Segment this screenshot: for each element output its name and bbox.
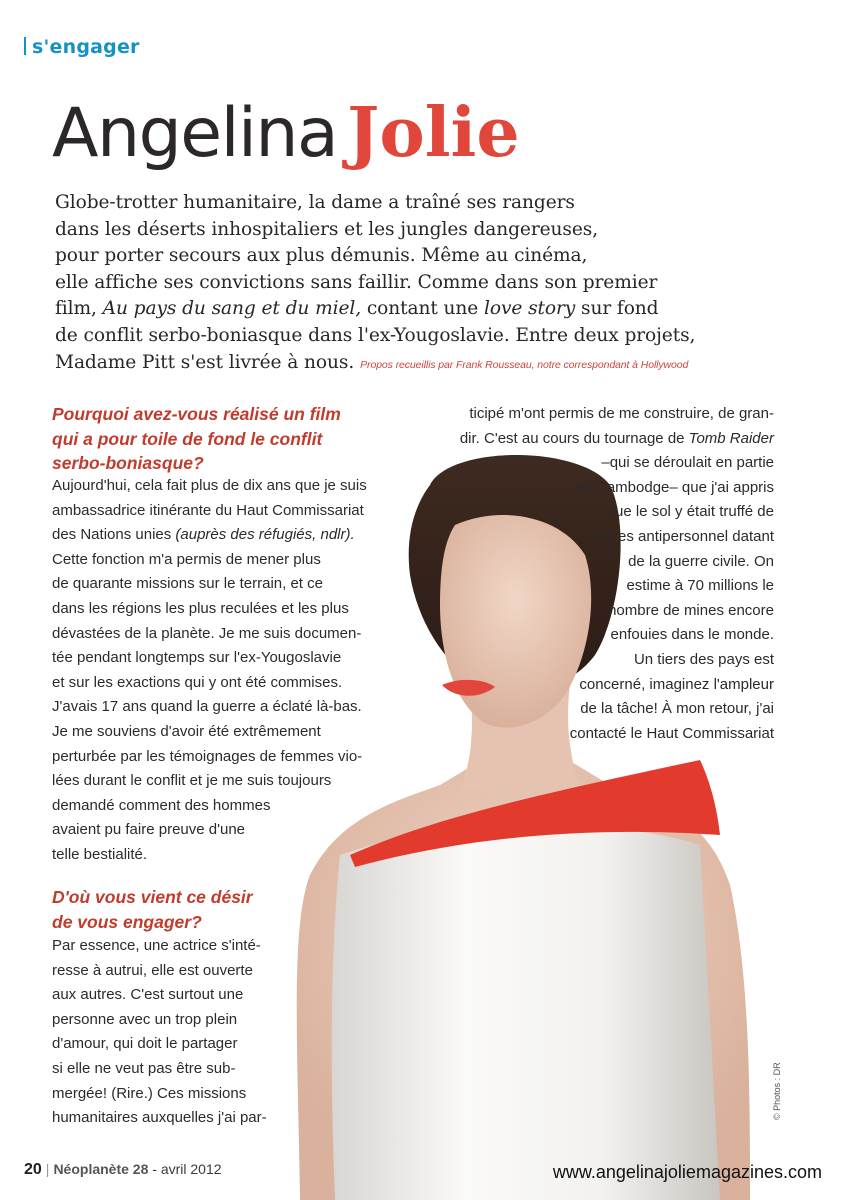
answer-line: estime à 70 millions le — [626, 577, 774, 595]
answer-line: mergée! (Rire.) Ces missions — [52, 1084, 247, 1102]
intro-paragraph — [55, 190, 775, 378]
intro-line: Madame Pitt s'est livrée à nous. Propos recueillis par Frank Rousseau, notre correspondant à Hollywood — [55, 351, 689, 373]
section-bar — [24, 37, 26, 55]
answer-line: et sur les exactions qui y ont été commises. — [52, 673, 343, 691]
photo-credit: © Photos : DR — [772, 1062, 782, 1120]
answer-line: Un tiers des pays est — [633, 650, 774, 668]
intro-line: dans les déserts inhospitaliers et les jungles dangereuses, — [55, 218, 599, 240]
page-title — [52, 88, 520, 179]
answer-line: Par essence, une actrice s'inté- — [52, 937, 261, 954]
answer-line: ticipé m'ont permis de me construire, de gran- — [469, 405, 774, 422]
film-title: Tomb Raider — [688, 429, 774, 447]
intro-line: film, Au pays du sang et du miel, contant une love story sur fond — [55, 298, 659, 320]
answer-line: Cette fonction m'a permis de mener plus — [52, 550, 321, 568]
issue-date: avril 2012 — [160, 1161, 222, 1177]
question-line: serbo-boniasque? — [52, 453, 204, 473]
answer-1 — [52, 474, 367, 868]
answer-line: des Nations unies (auprès des réfugiés, ndlr). — [52, 526, 355, 544]
film-title: Au pays du sang et du miel, — [102, 298, 362, 320]
answer-line: tée pendant longtemps sur l'ex-Yougoslavie — [52, 649, 342, 667]
title-first-name: Angelina — [52, 94, 338, 173]
question-line: qui a pour toile de fond le conflit — [52, 428, 323, 449]
answer-line: J'avais 17 ans quand la guerre a éclaté là-bas. — [52, 698, 362, 716]
question-line: de vous engager? — [52, 911, 202, 932]
question-line: Pourquoi avez-vous réalisé un film — [52, 404, 341, 424]
answer-line: –qui se déroulait en partie — [601, 454, 774, 472]
title-last-name: Jolie — [347, 93, 520, 173]
intro-line: elle affiche ses convictions sans faillir. Comme dans son premier — [55, 271, 658, 293]
answer-line: si elle ne veut pas être sub- — [52, 1059, 236, 1077]
answer-line: concerné, imaginez l'ampleur — [579, 675, 774, 693]
answer-line: de la guerre civile. On — [628, 552, 774, 570]
answer-line: de la tâche! À mon retour, j'ai — [580, 700, 774, 718]
answer-line: que le sol y était truffé de — [606, 503, 774, 521]
emphasis-text: love story — [484, 298, 576, 320]
answer-line: dévastées de la planète. Je me suis documen- — [52, 624, 362, 642]
question-line: D'où vous vient ce désir — [52, 887, 253, 907]
answer-line: ambassadrice itinérante du Haut Commissariat — [52, 501, 364, 519]
magazine-name: Néoplanète 28 — [53, 1161, 149, 1177]
answer-line: dir. C'est au cours du tournage de Tomb Raider — [459, 429, 774, 447]
website-url[interactable]: www.angelinajoliemagazines.com — [552, 1162, 822, 1182]
answer-line: aux autres. C'est surtout une — [52, 986, 244, 1004]
answer-line: au Cambodge– que j'ai appris — [575, 478, 774, 496]
answer-line: nombre de mines encore — [608, 601, 774, 619]
intro-line: de conflit serbo-boniasque dans l'ex-Yougoslavie. Entre deux projets, — [55, 324, 696, 346]
answer-2 — [52, 934, 267, 1131]
answer-line: mines antipersonnel datant — [593, 527, 774, 545]
answer-line: perturbée par les témoignages de femmes vio- — [52, 747, 363, 765]
answer-line: lées durant le conflit et je me suis toujours — [52, 772, 332, 790]
answer-line: avaient pu faire preuve d'une — [52, 821, 246, 839]
footer-divider: | — [45, 1161, 50, 1177]
answer-line: resse à autrui, elle est ouverte — [52, 961, 253, 979]
interview-credit: Propos recueillis par Frank Rousseau, notre correspondant à Hollywood — [360, 358, 689, 371]
answer-line: humanitaires auxquelles j'ai par- — [52, 1109, 267, 1127]
answer-line: dans les régions les plus reculées et les plus — [52, 599, 349, 617]
section-label: s'engager — [24, 36, 140, 58]
answer-line: d'amour, qui doit le partager — [52, 1035, 238, 1053]
answer-line: demandé comment des hommes — [52, 796, 271, 814]
answer-line: de quarante missions sur le terrain, et ce — [52, 575, 323, 593]
page-footer: 20 | Néoplanète 28 - avril 2012 — [24, 1161, 222, 1178]
answer-line: Je me souviens d'avoir été extrêmement — [52, 722, 321, 740]
question-2 — [52, 885, 253, 934]
answer-line: Aujourd'hui, cela fait plus de dix ans que je suis — [52, 477, 367, 494]
dress-shape — [332, 819, 720, 1200]
answer-continued — [420, 402, 774, 746]
answer-line: contacté le Haut Commissariat — [569, 724, 774, 742]
answer-line: telle bestialité. — [52, 845, 148, 863]
answer-line: personne avec un trop plein — [52, 1010, 238, 1028]
answer-line: enfouies dans le monde. — [610, 626, 774, 644]
page-number: 20 — [24, 1161, 42, 1178]
intro-line: pour porter secours aux plus démunis. Même au cinéma, — [55, 245, 588, 267]
intro-line: Globe-trotter humanitaire, la dame a traîné ses rangers — [55, 192, 575, 213]
question-1 — [52, 402, 341, 476]
